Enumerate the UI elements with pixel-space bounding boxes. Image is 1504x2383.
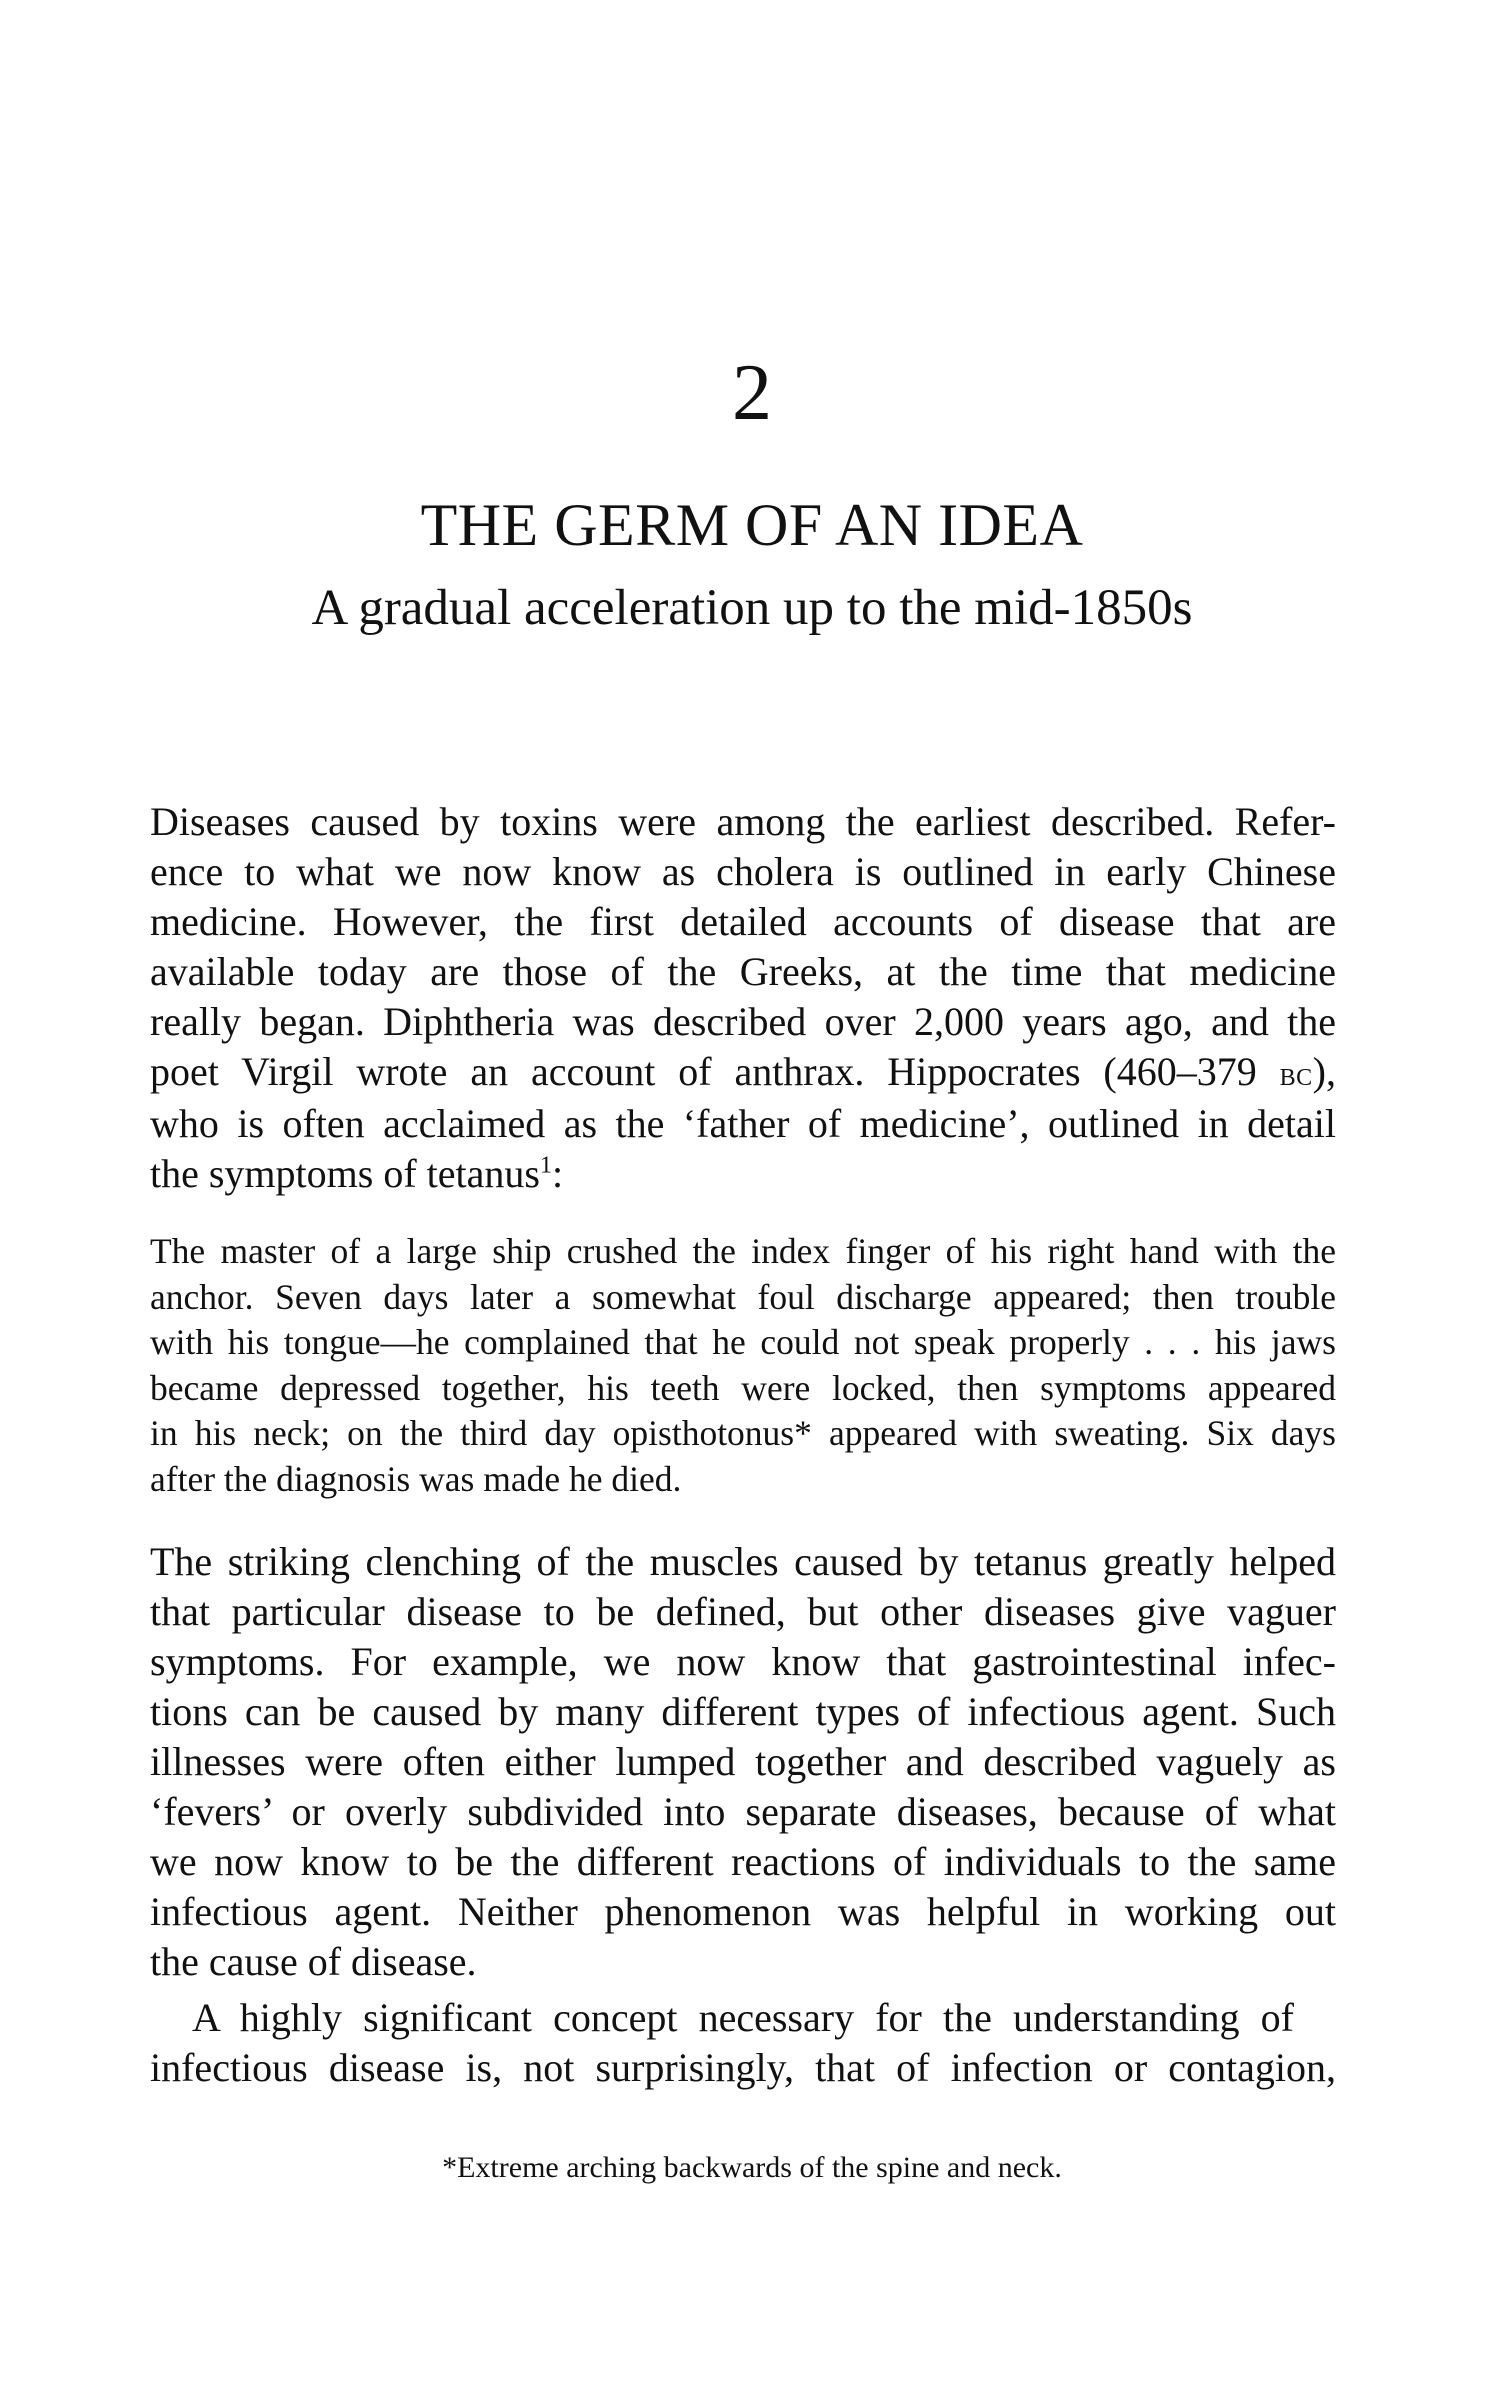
text-line: available today are those of the Greeks, at the time that medicine: [150, 949, 1336, 994]
text-line: infectious agent. Neither phenomenon was helpful in working out: [150, 1889, 1336, 1934]
quote-line: became depressed together, his teeth were locked, then symptoms appeared: [150, 1367, 1336, 1408]
text-line: we now know to be the different reactions of individuals to the same: [150, 1839, 1336, 1884]
text-line: A highly significant concept necessary for the understanding of: [192, 1995, 1294, 2040]
body-paragraph-3: [150, 1993, 1336, 2093]
era-abbreviation: bc: [1279, 1055, 1313, 1093]
quote-line: with his tongue—he complained that he could not speak properly . . . his jaws: [150, 1322, 1336, 1362]
text-line: infectious disease is, not surprisingly, that of infection or contagion,: [150, 2045, 1336, 2090]
text-line: ‘fevers’ or overly subdivided into separate diseases, because of what: [150, 1789, 1336, 1834]
chapter-title: THE GERM OF AN IDEA: [420, 492, 1084, 558]
body-paragraph-2: [150, 1537, 1336, 1987]
footnote: *Extreme arching backwards of the spine and neck.: [442, 2151, 1062, 2184]
text-line: [150, 1149, 1336, 1199]
text-line: tions can be caused by many different types of infectious agent. Such: [150, 1689, 1336, 1734]
chapter-number: 2: [732, 349, 772, 437]
text-line: Diseases caused by toxins were among the earliest described. Refer-: [150, 799, 1336, 844]
text-line: ence to what we now know as cholera is outlined in early Chinese: [150, 849, 1336, 894]
text-line: who is often acclaimed as the ‘father of medicine’, outlined in detail: [150, 1101, 1336, 1146]
text-line-segment: the symptoms of tetanus: [150, 1151, 540, 1196]
text-line: illnesses were often either lumped together and described vaguely as: [150, 1739, 1336, 1784]
text-line: that particular disease to be defined, but other diseases give vaguer: [150, 1589, 1336, 1634]
text-line: really began. Diphtheria was described over 2,000 years ago, and the: [150, 999, 1336, 1044]
text-line: the cause of disease.: [150, 1939, 477, 1984]
footnote-reference: 1: [539, 1152, 552, 1179]
text-line-segment: poet Virgil wrote an account of anthrax. Hippocrates (460–379: [150, 1049, 1280, 1094]
text-line-segment: :: [551, 1151, 564, 1196]
quote-line: in his neck; on the third day opisthotonus* appeared with sweating. Six days: [150, 1413, 1336, 1453]
text-line: symptoms. For example, we now know that gastrointestinal infec-: [150, 1639, 1336, 1684]
quote-line: The master of a large ship crushed the index finger of his right hand with the: [150, 1231, 1336, 1271]
text-line-segment: ),: [1312, 1049, 1336, 1094]
text-line: medicine. However, the first detailed accounts of disease that are: [150, 899, 1336, 944]
text-line: The striking clenching of the muscles caused by tetanus greatly helped: [150, 1539, 1336, 1584]
text-line: [150, 1047, 1336, 1099]
body-paragraph-1: [150, 797, 1336, 1199]
block-quote: [150, 1229, 1336, 1502]
quote-line: anchor. Seven days later a somewhat foul discharge appeared; then trouble: [150, 1276, 1336, 1317]
quote-line: after the diagnosis was made he died.: [150, 1458, 682, 1499]
chapter-subtitle: A gradual acceleration up to the mid-1850s: [311, 580, 1193, 636]
